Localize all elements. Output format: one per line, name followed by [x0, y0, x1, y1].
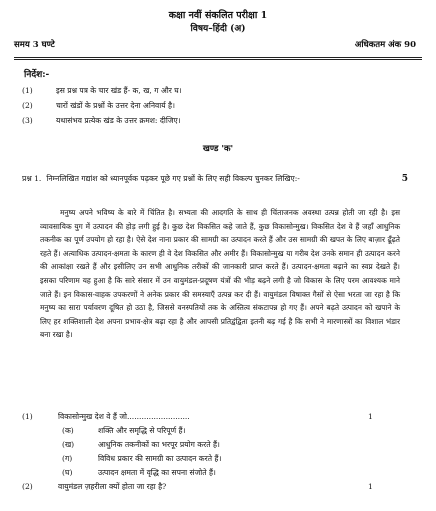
- sub-question-marks: 1: [368, 412, 373, 421]
- exam-duration: समय 3 घण्टे: [14, 40, 55, 50]
- question-number: प्रश्न 1.: [22, 174, 42, 183]
- option-label: (ख): [62, 440, 75, 449]
- instruction-text: इस प्रश्न पत्र के चार खंड हैं- क, ख, ग और घ।: [56, 86, 182, 95]
- sub-question-number: (2): [22, 482, 33, 491]
- instructions-heading: निर्देश:-: [24, 70, 50, 80]
- header-divider-bottom: [14, 59, 422, 60]
- sub-question-text: वायुमंडल ज़हरीला क्यों होता जा रहा है?: [58, 482, 167, 491]
- instruction-item: [22, 86, 416, 101]
- question-text: निम्नलिखित गद्यांश को ध्यानपूर्वक पढ़कर पूछे गए प्रश्नों के लिए सही विकल्प चुनकर लिखिए:-: [46, 174, 300, 183]
- option-text: विविध प्रकार की सामग्री का उत्पादन करते हैं।: [98, 454, 222, 463]
- question-marks: 5: [401, 174, 408, 184]
- instruction-item: [22, 116, 416, 131]
- sub-questions-list: [22, 412, 416, 496]
- exam-meta-row: [14, 40, 416, 50]
- reading-passage: मनुष्य अपने भविष्य के बारे में चिंतित है। सभ्यता की आदगति के साथ ही चिंताजनक अवस्था उत्पन्न होती जा रही है। इस व्यावसायिक युग में उत्पादन की होड़ लगी हुई है। कुछ देश विकसित कहे जाते हैं, कुछ विकासोन्मुख। विकसित देश वे हैं जहाँ आधुनिक तकनीक का पूर्ण उपयोग हो रहा है। ऐसे देश नाना प्रकार की सामग्री का उत्पादन करते हैं और उस सामग्री की खपत के लिए बाज़ार ढूँढ़ते रहते हैं। अत्याधिक उत्पादन-क्षमता के कारण ही वे देश विकसित और अमीर हैं। विकासोन्मुख या गरीब देश उनके समान ही उत्पादन करने की आकांक्षा रखते हैं और इसीलिए उन सभी आधुनिक तरीकों की जानकारी प्राप्त करते हैं। उत्पादन-क्षमता बढ़ाने का स्वप्न देखते हैं। इसका परिणाम यह हुआ है कि सारे संसार में उन वायुमंडल-प्रदूषण यंत्रों की भीड़ बढ़ने लगी है जो विकास के लिए परम आवश्यक माने जाते हैं। इन विकास-वाहक उपकरणों ने अनेक प्रकार की समस्याएँ उत्पन्न कर दी हैं। वायुमंडल विषाक्त गैसों से ऐसा भरता जा रहा है कि मनुष्य का सारा पर्यावरण दूषित हो उठा है, जिससे वनस्पतियों तक के अस्तित्व संकटापन्न हो गए हैं। अपने बढ़ते उत्पादन को खपाने के लिए हर शक्तिशाली देश अपना प्रभाव-क्षेत्र बढ़ा रहा है और आपसी प्रतिद्वंद्विता इतनी बढ़ गई है कि सभी ने मारणास्त्रों का विशाल भंडार बना रखा है।: [40, 208, 400, 340]
- exam-title: कक्षा नवीं संकलित परीक्षा 1: [168, 10, 268, 21]
- option-text: आधुनिक तकनीकों का भरपूर प्रयोग करते हैं।: [98, 440, 220, 449]
- question-1: [22, 174, 408, 185]
- section-heading: खण्ड 'क': [202, 144, 234, 154]
- instruction-text: चारों खंडों के प्रश्नों के उत्तर देना अनिवार्य है।: [56, 101, 175, 110]
- instruction-item: [22, 101, 416, 116]
- instruction-number: (3): [22, 116, 33, 125]
- header-divider-top: [14, 57, 422, 58]
- option-text: उत्पादन क्षमता में वृद्धि का सपना संजोते हैं।: [98, 468, 216, 477]
- sub-question: [22, 412, 416, 426]
- answer-option: [22, 440, 416, 454]
- instruction-number: (1): [22, 86, 33, 95]
- sub-question-marks: 1: [368, 482, 373, 491]
- instruction-number: (2): [22, 101, 33, 110]
- option-label: (क): [62, 426, 74, 435]
- answer-option: [22, 468, 416, 482]
- option-label: (ग): [62, 454, 73, 463]
- answer-option: [22, 454, 416, 468]
- option-label: (घ): [62, 468, 73, 477]
- option-text: शक्ति और समृद्धि से परिपूर्ण हैं।: [98, 426, 186, 435]
- exam-max-marks: अधिकतम अंक 90: [354, 40, 416, 50]
- sub-question: [22, 482, 416, 496]
- sub-question-text: विकासोन्मुख देश वे हैं जो..........................: [58, 412, 190, 421]
- sub-question-number: (1): [22, 412, 33, 421]
- instruction-text: यथासंभव प्रत्येक खंड के उत्तर क्रमश: दीजिए।: [56, 116, 181, 125]
- exam-subject: विषय–हिंदी (अ): [190, 24, 246, 34]
- answer-option: [22, 426, 416, 440]
- instructions-list: [22, 86, 416, 131]
